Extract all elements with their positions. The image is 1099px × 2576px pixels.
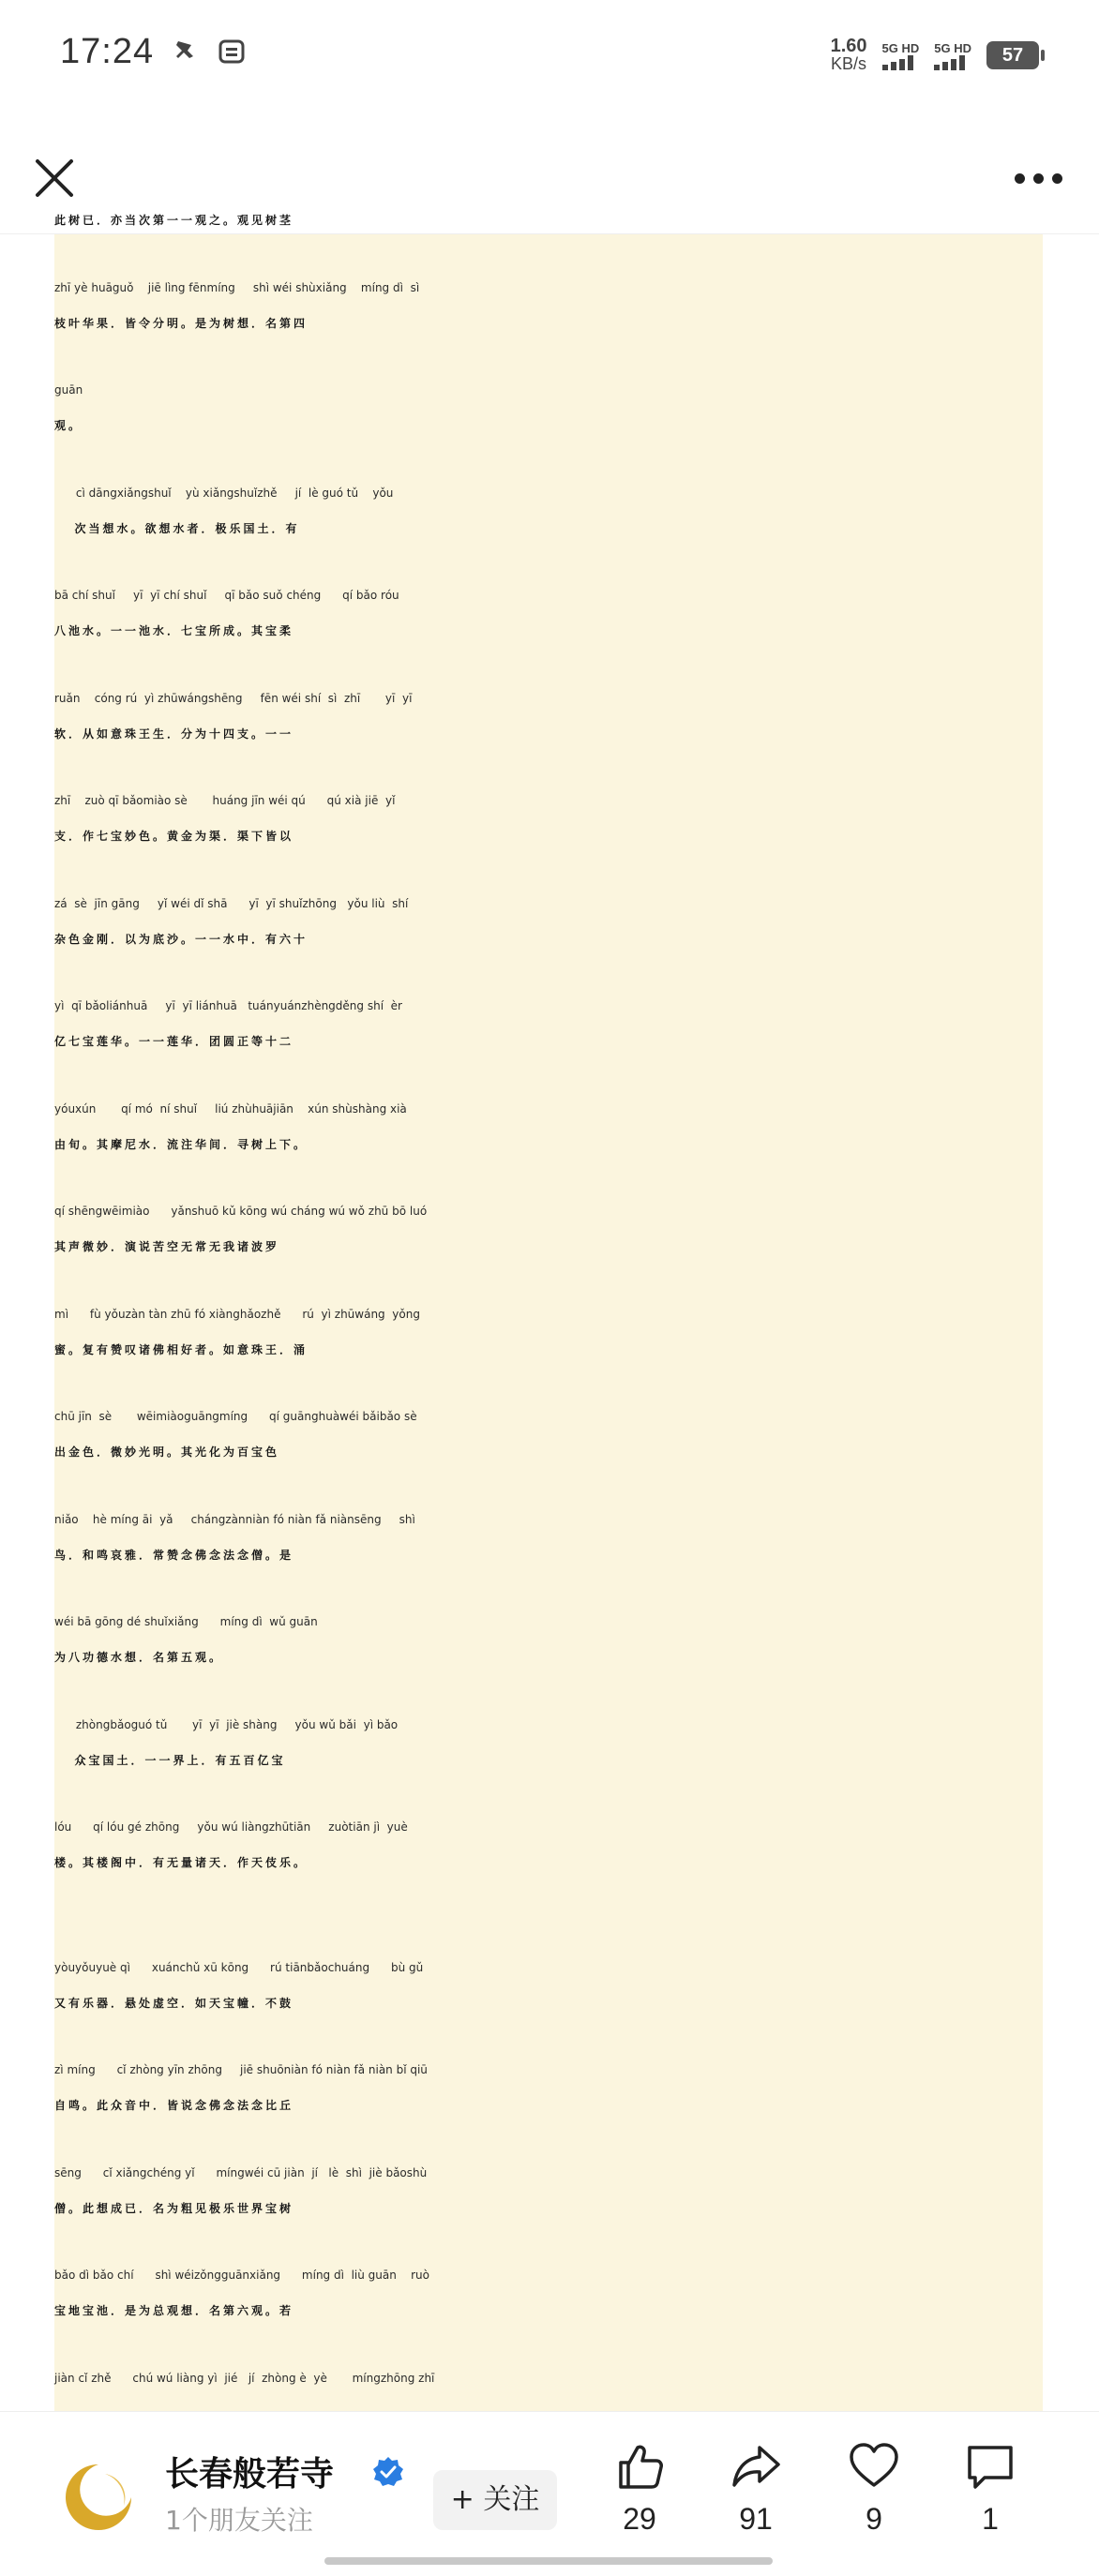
hanzi-line: 其声微妙．演说苦空无常无我诸波罗 [54,1240,280,1253]
battery-icon: 57 [986,41,1039,69]
pinyin-line: chū jīn sè wēimiàoguāngmíng qí guānghuàwéi bǎibǎo sè [54,1410,417,1423]
pinyin-line: jiàn cǐ zhě chú wú liàng yì jié jí zhòng è yè míngzhōng zhī [54,2371,435,2385]
pinyin-line: yì qī bǎoliánhuā yī yī liánhuā tuányuánzhèngděng shí èr [54,999,402,1012]
pinyin-line: yòuyǒuyuè qì xuánchǔ xū kōng rú tiānbǎochuáng bù gǔ [54,1960,424,1974]
hanzi-line: 八池水。一一池水．七宝所成。其宝柔 [54,624,294,637]
pinyin-line: sēng cǐ xiǎngchéng yǐ míngwéi cū jiàn jí lè shì jiè bǎoshù [54,2165,428,2179]
sim1-signal-icon: 5G HD [882,41,920,70]
pinyin-line: lóu qí lóu gé zhōng yǒu wú liàngzhūtiān zuòtiān jì yuè [54,1820,408,1834]
hanzi-line: 鸟．和鸣哀雅．常赞念佛念法念僧。是 [54,1548,294,1562]
pinyin-line: niǎo hè míng āi yǎ chángzànniàn fó niàn fǎ niànsēng shì [54,1512,415,1526]
author-followers: 1个朋友关注 [165,2505,313,2536]
hanzi-line: 软．从如意珠王生．分为十四支。一一 [54,726,294,741]
hanzi-line: 楼。其楼阁中．有无量诸天．作天伎乐。 [54,1856,309,1869]
hanzi-line: 由旬。其摩尼水．流注华间．寻树上下。 [54,1137,309,1151]
hanzi-line: 枝叶华果．皆令分明。是为树想．名第四 [54,316,309,330]
pinyin-line: zì míng cǐ zhòng yīn zhōng jiē shuōniàn fó niàn fǎ niàn bǐ qiū [54,2063,428,2076]
pinyin-line: bā chí shuǐ yī yī chí shuǐ qī bǎo suǒ chéng qí bǎo róu [54,589,399,602]
home-indicator[interactable] [324,2557,773,2565]
favorite-button[interactable] [827,2440,921,2562]
pinyin-line: zhī zuò qī bǎomiào sè huáng jīn wéi qú qú xià jiē yǐ [54,794,396,807]
hanzi-line: 出金色．微妙光明。其光化为百宝色 [54,1445,280,1459]
pin-icon [173,37,201,66]
sim2-signal-icon: 5G HD [934,41,971,70]
pinyin-line: bǎo dì bǎo chí shì wéizǒngguānxiǎng míng dì liù guān ruò [54,2269,429,2282]
temple-logo-icon [58,2457,139,2538]
pinyin-line: ruǎn cóng rú yì zhūwángshēng fēn wéi shí sì zhī yī yī [54,691,413,705]
hanzi-line: 僧。此想成已．名为粗见极乐世界宝树 [54,2201,294,2215]
pinyin-line: zá sè jīn gāng yǐ wéi dǐ shā yī yī shuǐzhōng yǒu liù shí [54,896,409,910]
pinyin-line: cì dāngxiǎngshuǐ yù xiǎngshuǐzhě jí lè guó tǔ yǒu [54,486,394,500]
pinyin-line: wéi bā gōng dé shuǐxiǎng míng dì wǔ guān [54,1615,318,1628]
comment-button[interactable] [943,2440,1037,2562]
pinyin-line: qí shēngwēimiào yǎnshuō kǔ kōng wú cháng wú wǒ zhū bō luó [54,1205,428,1218]
pinyin-line: guān [54,383,83,397]
share-arrow-icon [730,2440,782,2493]
hanzi-line: 自鸣。此众音中．皆说念佛念法念比丘 [54,2099,294,2112]
status-bar [0,0,1099,112]
hanzi-line: 次当想水。欲想水者．极乐国土．有 [54,521,300,535]
pinyin-line: mì fù yǒuzàn tàn zhū fó xiànghǎozhě rú yì zhūwáng yǒng [54,1307,420,1321]
heart-icon [848,2440,900,2493]
like-button[interactable] [593,2440,686,2562]
scripture-image [54,214,1043,2411]
pinyin-line [54,178,1043,210]
status-right [831,32,1039,79]
network-speed: 1.60 KB/s [830,36,867,73]
status-time: 17:24 [60,32,155,71]
author-name[interactable]: 长春般若寺 [165,2455,335,2494]
notification-app-icon [218,37,246,66]
comment-count: 1 [982,2502,999,2536]
hanzi-line: 支．作七宝妙色。黄金为渠．渠下皆以 [54,830,294,843]
author-avatar[interactable] [58,2457,139,2538]
like-count: 29 [623,2502,656,2536]
hanzi-line: 为八功德水想．名第五观。 [54,1651,224,1664]
favorite-count: 9 [866,2502,882,2536]
hanzi-line: 亿七宝莲华。一一莲华．团圆正等十二 [54,1035,294,1048]
pinyin-line: zhī yè huāguǒ jiē lìng fēnmíng shì wéi shùxiǎng míng dì sì [54,280,420,294]
hanzi-line: 此树已．亦当次第一一观之。观见树茎 [54,214,294,227]
bottom-bar [0,2411,1099,2576]
hanzi-line: 蜜。复有赞叹诸佛相好者。如意珠王．涌 [54,1342,309,1356]
hanzi-line: 众宝国土．一一界上．有五百亿宝 [54,1753,286,1767]
hanzi-line: 杂色金刚．以为底沙。一一水中．有六十 [54,932,309,946]
hanzi-line: 宝地宝池．是为总观想．名第六观。若 [54,2304,294,2317]
comment-bubble-icon [964,2440,1016,2493]
share-count: 91 [739,2502,773,2536]
thumbs-up-icon [613,2440,666,2493]
follow-button[interactable]: + 关注 [433,2470,557,2530]
pinyin-line: zhòngbǎoguó tǔ yī yī jiè shàng yǒu wǔ bǎi yì bǎo [54,1717,399,1731]
hanzi-line: 观。 [54,419,83,432]
hanzi-line: 又有乐器．悬处虚空．如天宝幢．不鼓 [54,1996,294,2010]
pinyin-line: yóuxún qí mó ní shuǐ liú zhùhuājiān xún shùshàng xià [54,1101,407,1116]
verified-icon [371,2455,405,2489]
share-button[interactable] [709,2440,803,2562]
